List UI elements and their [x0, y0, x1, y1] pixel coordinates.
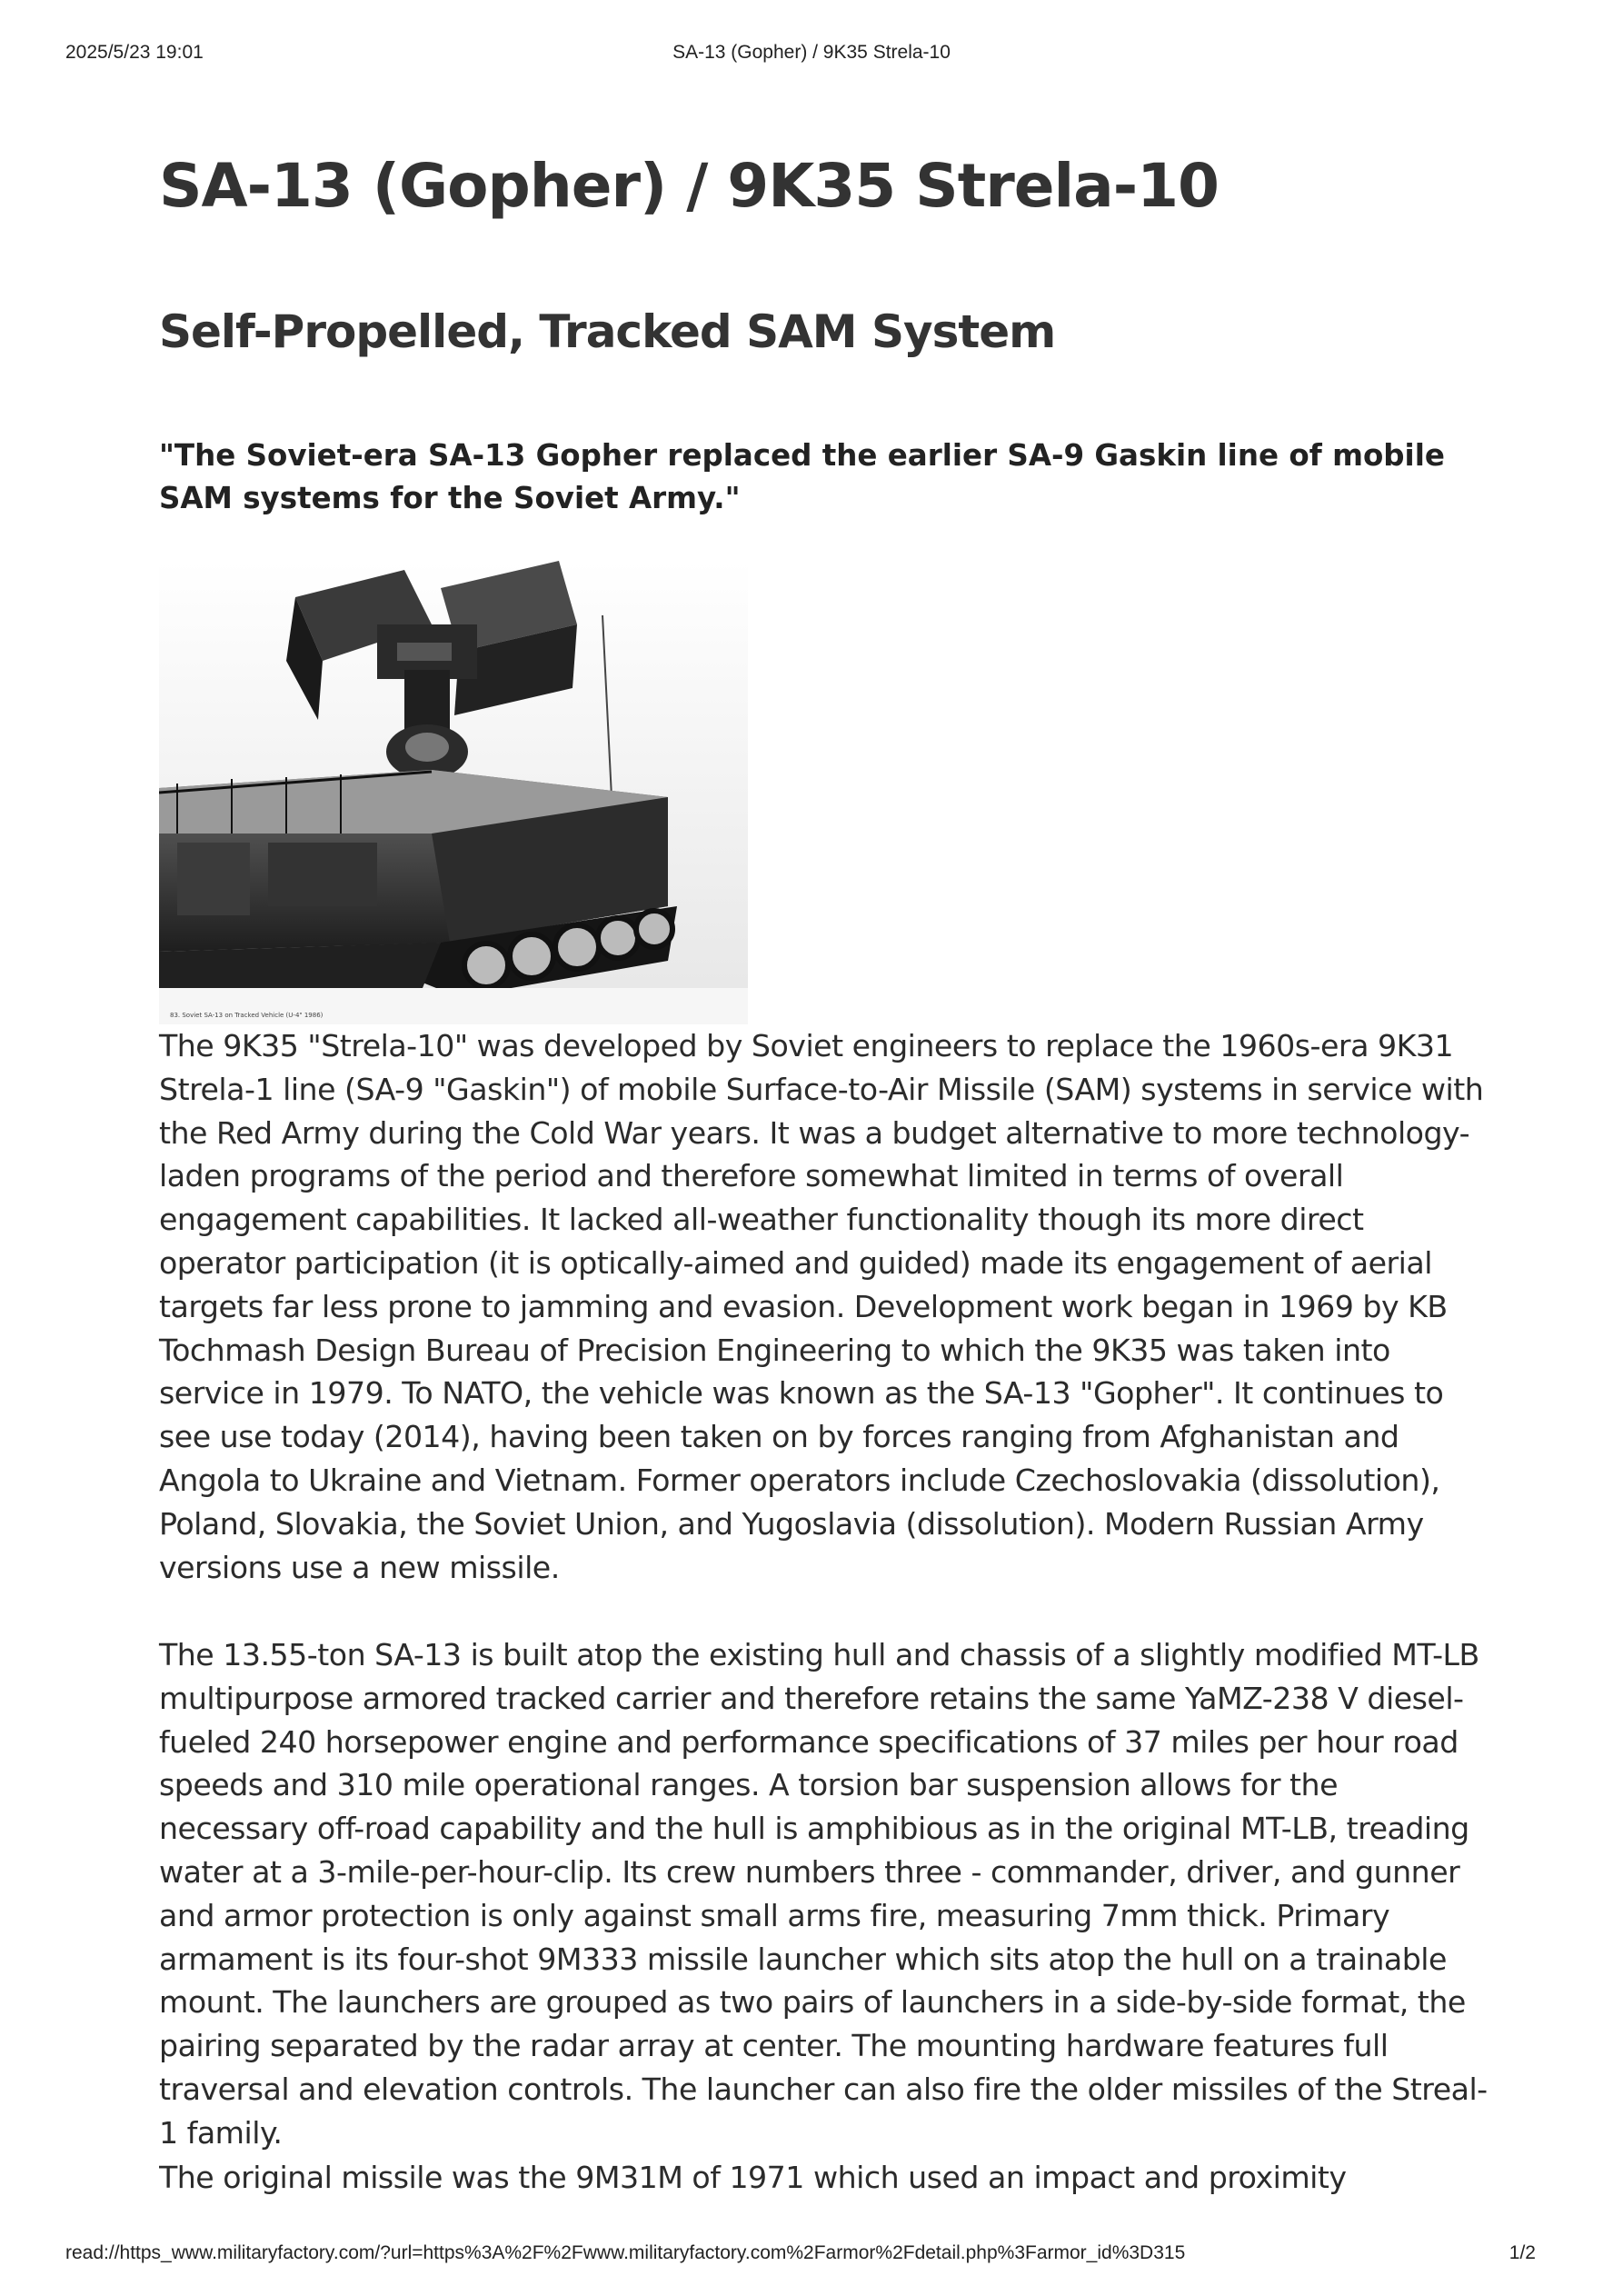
- image-caption: 83. Soviet SA-13 on Tracked Vehicle (U-4" 1986): [170, 1012, 324, 1019]
- vehicle-photo: [159, 561, 748, 1024]
- article-title: SA-13 (Gopher) / 9K35 Strela-10: [159, 151, 1219, 221]
- article-subtitle: Self-Propelled, Tracked SAM System: [159, 305, 1056, 358]
- print-url: read://https_www.militaryfactory.com/?url=https%3A%2F%2Fwww.militaryfactory.com%2Farmor%2Fdetail.php%3Farmor_id%3D315: [65, 2242, 1186, 2263]
- article-paragraph-3: The original missile was the 9M31M of 1971 which used an impact and proximity: [159, 2160, 1347, 2195]
- print-page-title: SA-13 (Gopher) / 9K35 Strela-10: [672, 42, 951, 63]
- article-paragraph-1: The 9K35 "Strela-10" was developed by Soviet engineers to replace the 1960s-era 9K31 Strela-1 line (SA-9 "Gaskin") of mobile Surface-to-Air Missile (SAM) systems in service with the Red Army during the Cold War years. It was a budget alternative to more technology-laden programs of the period and therefore somewhat limited in terms of overall engagement capabilities. It lacked all-weather functionality though its more direct operator participation (it is optically-aimed and guided) made its engagement of aerial targets far less prone to jamming and evasion. Development work began in 1969 by KB Tochmash Design Bureau of Precision Engineering to which the 9K35 was taken into service in 1979. To NATO, the vehicle was known as the SA-13 "Gopher". It continues to see use today (2014), having been taken on by forces ranging from Afghanistan and Angola to Ukraine and Vietnam. Former operators include Czechoslovakia (dissolution), Poland, Slovakia, the Soviet Union, and Yugoslavia (dissolution). Modern Russian Army versions use a new missile.: [159, 1028, 1484, 1585]
- page-number: 1/2: [1508, 2242, 1536, 2263]
- print-date: 2025/5/23 19:01: [65, 42, 204, 63]
- print-header: [0, 42, 1623, 78]
- vehicle-photo-illustration: [159, 561, 748, 1024]
- article-paragraph-2: The 13.55-ton SA-13 is built atop the existing hull and chassis of a slightly modified MT-LB multipurpose armored tracked carrier and therefore retains the same YaMZ-238 V diesel-fueled 240 horsepower engine and performance specifications of 37 miles per hour road speeds and 310 mile operational ranges. A torsion bar suspension allows for the necessary off-road capability and the hull is amphibious as in the original MT-LB, treading water at a 3-mile-per-hour-clip. Its crew numbers three - commander, driver, and gunner and armor protection is only against small arms fire, measuring 7mm thick. Primary armament is its four-shot 9M333 missile launcher which sits atop the hull on a trainable mount. The launchers are grouped as two pairs of launchers in a side-by-side format, the pairing separated by the radar array at center. The mounting hardware features full traversal and elevation controls. The launcher can also fire the older missiles of the Streal-1 family.: [159, 1637, 1488, 2151]
- article-pull-quote: "The Soviet-era SA-13 Gopher replaced the earlier SA-9 Gaskin line of mobile SAM systems for the Soviet Army.": [159, 438, 1445, 515]
